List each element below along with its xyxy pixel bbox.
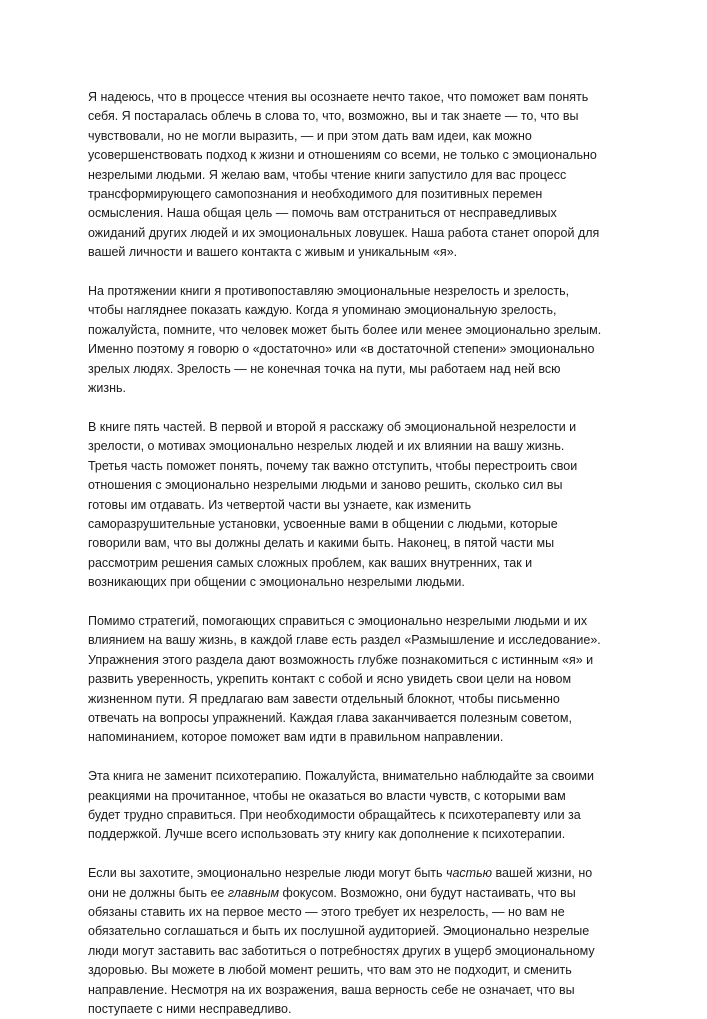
emphasized-word: частью	[446, 866, 493, 881]
paragraph-book-parts: В книге пять частей. В первой и второй я расскажу об эмоциональной незрелости и зрелости, о мотивах эмоционально незрелых людей и их влиянии на вашу жизнь. Третья часть поможет понять, почему так важно отступить, чтобы перестроить свои отношения с эмоционально незрелыми людьми и заново решить, сколько сил вы готовы им отдавать. Из четвертой части вы узнаете, как изменить саморазрушительные установки, усвоенные вами в общении с людьми, которые говорили вам, что вы должны делать и какими быть. Наконец, в пятой части мы рассмотрим решения самых сложных проблем, как ваших внутренних, так и возникающих при общении с эмоционально незрелыми людьми.	[88, 419, 578, 590]
emphasized-word: главным	[227, 885, 280, 900]
paragraph-reflection-section: Помимо стратегий, помогающих справиться с эмоционально незрелыми людьми и их влиянием на вашу жизнь, в каждой главе есть раздел «Размышление и исследование». Упражнения этого раздела дают возможность глубже познакомиться с истинным «я» и развить уверенность, укрепить контакт с собой и ясно увидеть свои цели на новом жизненном пути. Я предлагаю вам завести отдельный блокнот, чтобы письменно отвечать на вопросы упражнений. Каждая глава заканчивается полезным советом, напоминанием, которое поможет вам идти в правильном направлении.	[88, 613, 601, 745]
paragraph-life-focus: Если вы захотите, эмоционально незрелые люди могут быть частью вашей жизни, но они не должны быть ее главным фокусом. Возможно, они будут настаивать, что вы обязаны ставить их на первое место — этого требует их незрелость, — но вам не обязательно соглашаться и быть их послушной аудиторией. Эмоционально незрелые люди могут заставить вас заботиться о потребностях других в ущерб эмоциональному здоровью. Вы можете в любой момент решить, что вам это не подходит, и сменить направление. Несмотря на их возражения, ваша верность себе не означает, что вы поступаете с ними несправедливо.	[88, 866, 595, 1017]
document-body	[88, 88, 636, 1019]
paragraph-therapy-note: Эта книга не заменит психотерапию. Пожалуйста, внимательно наблюдайте за своими реакциями на прочитанное, чтобы не оказаться во власти чувств, с которыми вам будет трудно справиться. При необходимости обращайтесь к психотерапевту или за поддержкой. Лучше всего использовать эту книгу как дополнение к психотерапии.	[88, 769, 594, 842]
paragraph-reader-goals: Я надеюсь, что в процессе чтения вы осознаете нечто такое, что поможет вам понять себя. Я постаралась облечь в слова то, что, возможно, вы и так знаете — то, что вы чувствовали, но не могли выразить, — и при этом дать вам идеи, как можно усовершенствовать подход к жизни и отношениям со всеми, не только с эмоционально незрелыми людьми. Я желаю вам, чтобы чтение книги запустило для вас процесс трансформирующего самопознания и необходимого для позитивных перемен осмысления. Наша общая цель — помочь вам отстраниться от несправедливых ожиданий других людей и их эмоциональных ловушек. Наша работа станет опорой для вашей личности и вашего контакта с живым и уникальным «я».	[88, 90, 600, 260]
paragraph-maturity-contrast: На протяжении книги я противопоставляю эмоциональные незрелость и зрелость, чтобы нагляднее показать каждую. Когда я упоминаю эмоциональную зрелость, пожалуйста, помните, что человек может быть более или менее эмоционально зрелым. Именно поэтому я говорю о «достаточно» или «в достаточной степени» эмоционально зрелых людях. Зрелость — не конечная точка на пути, мы работаем над ней всю жизнь.	[88, 284, 602, 396]
